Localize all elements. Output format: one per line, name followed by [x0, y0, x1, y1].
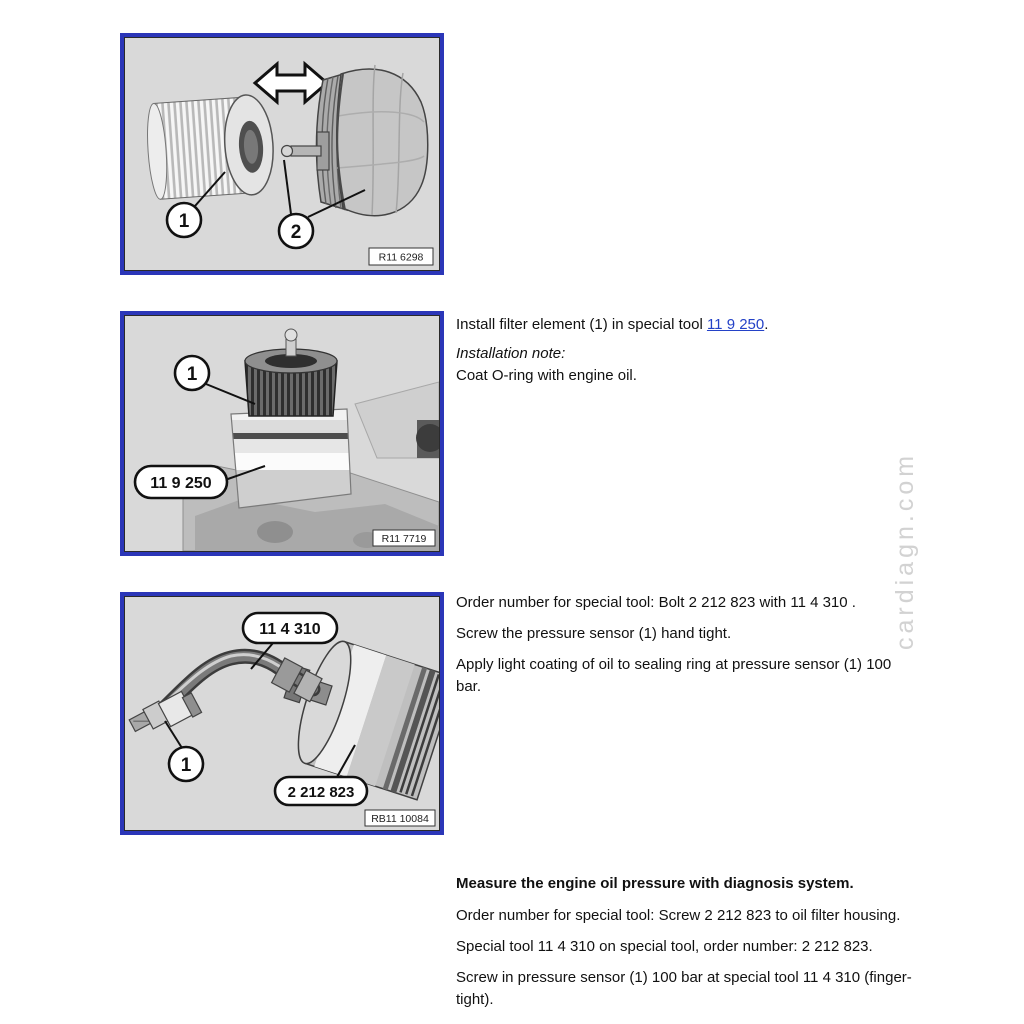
adapter-cylinder-illustration: [267, 629, 439, 800]
figure-2-illustration: [125, 316, 439, 551]
callout-1-badge: [175, 356, 255, 404]
special-tool-link[interactable]: 11 9 250: [706, 316, 765, 333]
install-section: [456, 314, 916, 396]
installation-note-body: Coat O-ring with engine oil.: [456, 367, 637, 384]
pressure-sensor-section: [456, 592, 906, 707]
callout-1-number: 1: [178, 211, 190, 232]
figure-2-ref-text: R11 7719: [381, 533, 427, 545]
figure-filter-element-and-cap: [120, 33, 444, 275]
callout-1-number: 1: [186, 364, 198, 385]
figure-1-ref-text: R11 6298: [378, 251, 424, 264]
watermark: cardiagn.com: [891, 451, 919, 650]
measure-paragraph-1: Order number for special tool: Screw 2 212 823 to oil filter housing.: [456, 907, 901, 924]
measure-section: [456, 873, 912, 1020]
pressure-paragraph-3: Apply light coating of oil to sealing ring at pressure sensor (1) 100 bar.: [456, 656, 892, 695]
figure-3-canvas: [124, 596, 440, 831]
callout-1-number: 1: [180, 755, 192, 776]
install-instruction-suffix: .: [764, 316, 769, 333]
figure-pressure-sensor-tool: [120, 592, 444, 835]
measure-heading: Measure the engine oil pressure with diagnosis system.: [456, 875, 854, 892]
double-arrow-icon: [255, 64, 327, 102]
install-instruction: [456, 314, 916, 336]
tool-number-text: 11 9 250: [150, 475, 212, 492]
measure-paragraph-3: Screw in pressure sensor (1) 100 bar at special tool 11 4 310 (finger-tight).: [456, 969, 912, 1008]
callout-1-badge: [165, 721, 203, 781]
pressure-paragraph-2: Screw the pressure sensor (1) hand tight.: [456, 625, 732, 642]
figure-2-canvas: [124, 315, 440, 552]
callout-2-number: 2: [290, 222, 302, 243]
figure-1-illustration: [125, 38, 439, 270]
figure-3-ref-text: RB11 10084: [371, 813, 429, 825]
installation-note-label: Installation note:: [456, 345, 566, 362]
tool-bottom-text: 2 212 823: [287, 784, 355, 801]
tool-top-text: 11 4 310: [259, 621, 321, 638]
figure-1-canvas: [124, 37, 440, 271]
figure-3-illustration: [125, 597, 439, 830]
install-instruction-prefix: Install filter element (1) in special tool: [456, 316, 707, 333]
figure-1-ref-label: [369, 248, 433, 265]
filter-element-illustration: [145, 93, 277, 201]
measure-paragraph-2: Special tool 11 4 310 on special tool, order number: 2 212 823.: [456, 938, 873, 955]
figure-3-ref-label: [365, 810, 435, 826]
pressure-paragraph-1: Order number for special tool: Bolt 2 212 823 with 11 4 310 .: [456, 594, 856, 611]
figure-filter-in-special-tool: [120, 311, 444, 556]
figure-2-ref-label: [373, 530, 435, 546]
filter-element-top-illustration: [245, 329, 337, 416]
